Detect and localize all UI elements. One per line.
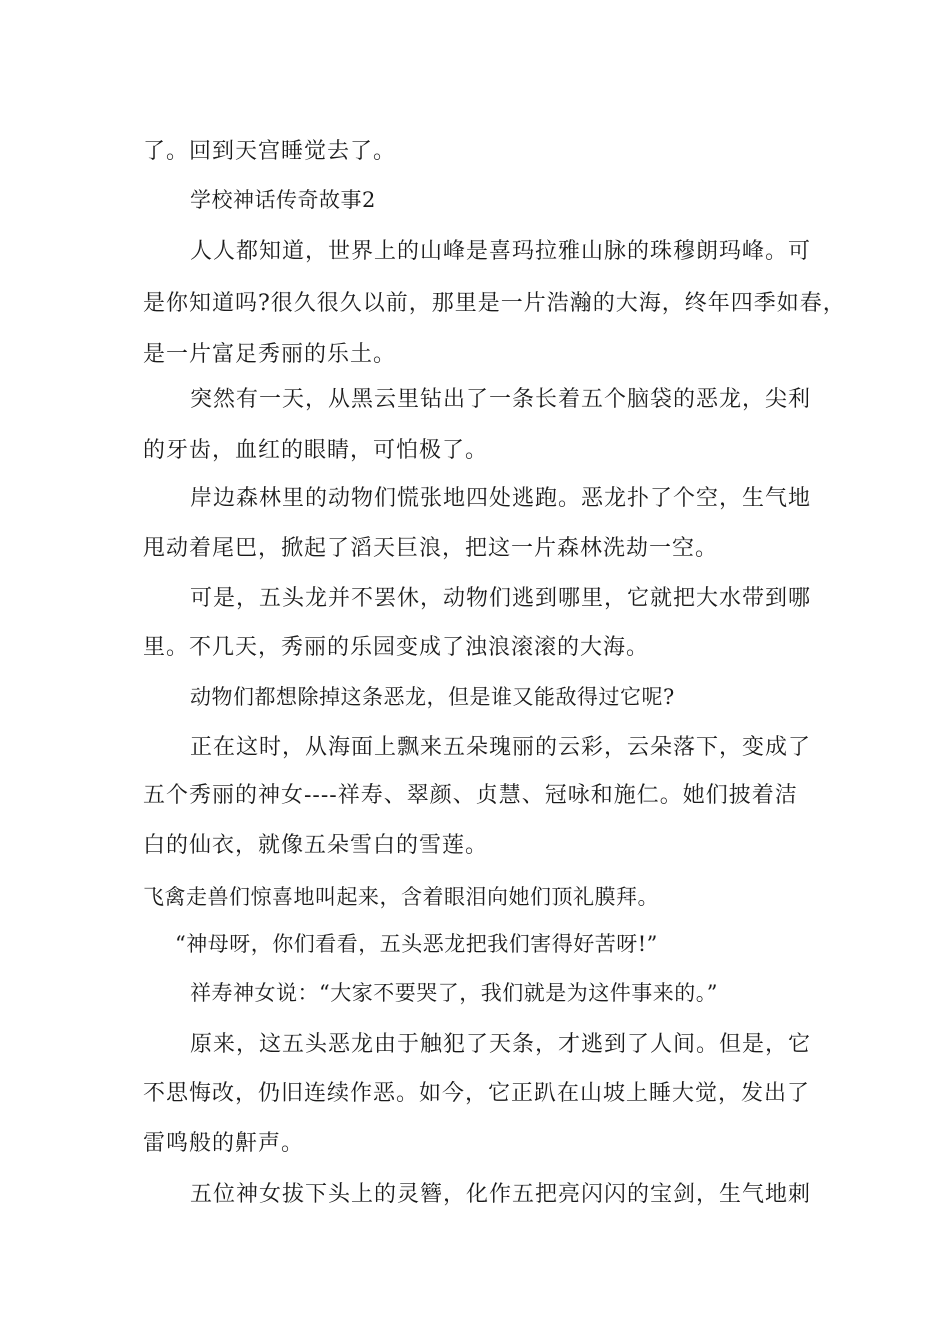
text-line: 甩动着尾巴，掀起了滔天巨浪，把这一片森林洗劫一空。 [143, 536, 719, 561]
text-line: 突然有一天，从黑云里钻出了一条长着五个脑袋的恶龙，尖利 [190, 387, 812, 412]
text-line: 可是，五头龙并不罢休，动物们逃到哪里，它就把大水带到哪 [190, 586, 812, 611]
text-line: 原来，这五头恶龙由于触犯了天条，才逃到了人间。但是，它 [190, 1032, 812, 1057]
text-line: 了。回到天宫睡觉去了。 [143, 139, 397, 164]
text-line: 人人都知道，世界上的山峰是喜玛拉雅山脉的珠穆朗玛峰。可 [190, 239, 812, 264]
text-line: 不思悔改，仍旧连续作恶。如今，它正趴在山坡上睡大觉，发出了 [143, 1081, 811, 1106]
text-line: 的牙齿，血红的眼睛，可怕极了。 [143, 438, 489, 463]
section-heading: 学校神话传奇故事2 [190, 188, 376, 212]
text-line: 是你知道吗?很久很久以前，那里是一片浩瀚的大海，终年四季如春， [143, 291, 846, 316]
text-line: 岸边森林里的动物们慌张地四处逃跑。恶龙扑了个空，生气地 [190, 486, 812, 511]
text-line: 五位神女拔下头上的灵簪，化作五把亮闪闪的宝剑，生气地刺 [190, 1182, 812, 1207]
text-line: 动物们都想除掉这条恶龙，但是谁又能敌得过它呢? [190, 685, 675, 709]
text-line: 飞禽走兽们惊喜地叫起来，含着眼泪向她们顶礼膜拜。 [143, 885, 659, 909]
text-line: 雷鸣般的鼾声。 [143, 1131, 305, 1156]
text-line: 里。不几天，秀丽的乐园变成了浊浪滚滚的大海。 [143, 635, 650, 660]
text-line: 五个秀丽的神女----祥寿、翠颜、贞慧、冠咏和施仁。她们披着洁 [143, 783, 798, 808]
text-line: 祥寿神女说：“大家不要哭了，我们就是为这件事来的。” [190, 981, 718, 1005]
text-line: “神母呀，你们看看，五头恶龙把我们害得好苦呀!” [175, 932, 658, 956]
text-line: 是一片富足秀丽的乐土。 [143, 342, 397, 367]
text-line: 白的仙衣，就像五朵雪白的雪莲。 [143, 833, 489, 858]
text-line: 正在这时，从海面上飘来五朵瑰丽的云彩，云朵落下，变成了 [190, 735, 812, 760]
